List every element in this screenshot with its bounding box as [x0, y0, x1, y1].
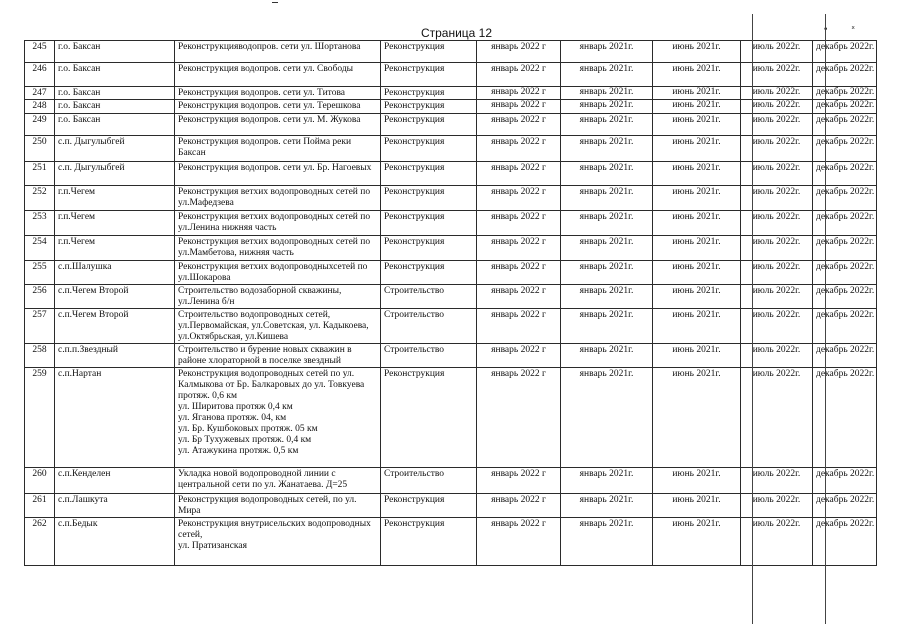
- work-line: Реконструкция водопров. сети ул. Бр. Нагоевых: [178, 163, 372, 173]
- row-number: 257: [25, 309, 55, 344]
- table-row: [25, 285, 877, 309]
- date-cell: январь 2021г.: [561, 261, 653, 285]
- date-cell: июнь 2021г.: [653, 368, 741, 468]
- work-description: [175, 100, 381, 114]
- work-description: [175, 261, 381, 285]
- work-line: Реконструкция ветхих водопроводных сетей по: [178, 237, 371, 247]
- settlement: г.о. Баксан: [55, 41, 175, 63]
- work-line: ул. Ширитова протяж 0,4 км: [178, 402, 293, 412]
- date-cell: декабрь 2022г.: [813, 211, 877, 236]
- page-number: Страница 12: [420, 26, 493, 40]
- date-cell: январь 2021г.: [561, 309, 653, 344]
- date-cell: январь 2021г.: [561, 87, 653, 100]
- date-cell: январь 2022 г: [477, 87, 561, 100]
- date-cell: июнь 2021г.: [653, 63, 741, 87]
- date-cell: декабрь 2022г.: [813, 136, 877, 162]
- row-number: 254: [25, 236, 55, 261]
- date-cell: январь 2022 г: [477, 211, 561, 236]
- work-line: центральной сети по ул. Жанатаева. Д=25: [178, 480, 348, 490]
- row-number: 261: [25, 494, 55, 518]
- work-type: Реконструкция: [381, 41, 477, 63]
- work-description: [175, 285, 381, 309]
- work-type: Строительство: [381, 344, 477, 368]
- fold-line: [752, 14, 753, 624]
- date-cell: январь 2022 г: [477, 261, 561, 285]
- work-type: Реконструкция: [381, 114, 477, 136]
- work-line: Реконструкцияводопров. сети ул. Шортанова: [178, 42, 361, 52]
- date-cell: январь 2021г.: [561, 368, 653, 468]
- table-row: [25, 468, 877, 494]
- date-cell: декабрь 2022г.: [813, 494, 877, 518]
- work-description: [175, 186, 381, 211]
- work-line: Реконструкция ветхих водопроводныхсетей по: [178, 262, 368, 272]
- work-line: Мира: [178, 506, 201, 516]
- table-row: [25, 309, 877, 344]
- settlement: с.п.Шалушка: [55, 261, 175, 285]
- work-line: Реконструкция водопроводных сетей по ул.: [178, 369, 355, 379]
- row-number: 250: [25, 136, 55, 162]
- work-type: Реконструкция: [381, 63, 477, 87]
- work-type: Реконструкция: [381, 236, 477, 261]
- date-cell: декабрь 2022г.: [813, 368, 877, 468]
- date-cell: июль 2022г.: [741, 494, 813, 518]
- work-line: Реконструкция водопров. сети Пойма реки: [178, 137, 352, 147]
- row-number: 246: [25, 63, 55, 87]
- work-line: ул.Ленина б/н: [178, 297, 235, 307]
- table-row: [25, 236, 877, 261]
- settlement: с.п. Дыгулыбгей: [55, 162, 175, 186]
- row-number: 259: [25, 368, 55, 468]
- row-number: 249: [25, 114, 55, 136]
- date-cell: июнь 2021г.: [653, 87, 741, 100]
- date-cell: январь 2021г.: [561, 63, 653, 87]
- date-cell: январь 2022 г: [477, 494, 561, 518]
- work-description: [175, 211, 381, 236]
- work-type: Реконструкция: [381, 494, 477, 518]
- settlement: г.о. Баксан: [55, 100, 175, 114]
- date-cell: июль 2022г.: [741, 468, 813, 494]
- date-cell: июль 2022г.: [741, 186, 813, 211]
- work-type: Реконструкция: [381, 162, 477, 186]
- settlement: с.п.Нартан: [55, 368, 175, 468]
- work-description: [175, 494, 381, 518]
- work-description: [175, 468, 381, 494]
- date-cell: декабрь 2022г.: [813, 236, 877, 261]
- settlement: с.п.Чегем Второй: [55, 285, 175, 309]
- table-row: [25, 41, 877, 63]
- settlement: с.п.Чегем Второй: [55, 309, 175, 344]
- table-row: [25, 136, 877, 162]
- date-cell: январь 2022 г: [477, 63, 561, 87]
- date-cell: июль 2022г.: [741, 211, 813, 236]
- table-row: [25, 63, 877, 87]
- work-line: ул.Шокарова: [178, 273, 231, 283]
- date-cell: июль 2022г.: [741, 87, 813, 100]
- date-cell: январь 2022 г: [477, 309, 561, 344]
- date-cell: январь 2022 г: [477, 518, 561, 566]
- work-line: ул.Мафедзева: [178, 198, 234, 208]
- date-cell: июнь 2021г.: [653, 309, 741, 344]
- settlement: г.о. Баксан: [55, 87, 175, 100]
- settlement: г.п.Чегем: [55, 211, 175, 236]
- settlement: г.о. Баксан: [55, 63, 175, 87]
- date-cell: июнь 2021г.: [653, 114, 741, 136]
- date-cell: июнь 2021г.: [653, 494, 741, 518]
- date-cell: июнь 2021г.: [653, 136, 741, 162]
- date-cell: январь 2022 г: [477, 344, 561, 368]
- work-line: Строительство водозаборной скважины,: [178, 286, 342, 296]
- date-cell: январь 2021г.: [561, 236, 653, 261]
- work-line: Реконструкция водопров. сети ул. Свободы: [178, 64, 354, 74]
- work-line: ул.Мамбетова, нижняя часть: [178, 248, 294, 258]
- work-line: Реконструкция внутрисельских водопроводных: [178, 519, 371, 529]
- date-cell: январь 2022 г: [477, 114, 561, 136]
- work-line: Реконструкция водопров. сети ул. Терешкова: [178, 101, 361, 111]
- work-line: ул. Пратизанская: [178, 541, 247, 551]
- date-cell: декабрь 2022г.: [813, 261, 877, 285]
- date-cell: январь 2022 г: [477, 186, 561, 211]
- work-type: Реконструкция: [381, 211, 477, 236]
- date-cell: декабрь 2022г.: [813, 114, 877, 136]
- table-row: [25, 87, 877, 100]
- row-number: 247: [25, 87, 55, 100]
- date-cell: январь 2022 г: [477, 41, 561, 63]
- work-line: Калмыкова от Бр. Балкаровых до ул. Товкуева: [178, 380, 365, 390]
- date-cell: январь 2021г.: [561, 41, 653, 63]
- date-cell: январь 2021г.: [561, 136, 653, 162]
- date-cell: июль 2022г.: [741, 114, 813, 136]
- settlement: с.п.Бедык: [55, 518, 175, 566]
- work-line: ул. Атажукина протяж. 0,5 км: [178, 446, 299, 456]
- date-cell: июнь 2021г.: [653, 162, 741, 186]
- table-row: [25, 344, 877, 368]
- date-cell: июнь 2021г.: [653, 344, 741, 368]
- date-cell: июль 2022г.: [741, 136, 813, 162]
- date-cell: январь 2021г.: [561, 285, 653, 309]
- work-type: Реконструкция: [381, 186, 477, 211]
- table-row: [25, 186, 877, 211]
- date-cell: январь 2022 г: [477, 236, 561, 261]
- work-description: [175, 309, 381, 344]
- date-cell: июнь 2021г.: [653, 285, 741, 309]
- date-cell: июль 2022г.: [741, 309, 813, 344]
- row-number: 245: [25, 41, 55, 63]
- work-type: Реконструкция: [381, 518, 477, 566]
- date-cell: июнь 2021г.: [653, 186, 741, 211]
- work-line: Реконструкция ветхих водопроводных сетей по: [178, 187, 371, 197]
- date-cell: июль 2022г.: [741, 236, 813, 261]
- date-cell: июнь 2021г.: [653, 236, 741, 261]
- row-number: 252: [25, 186, 55, 211]
- date-cell: январь 2021г.: [561, 186, 653, 211]
- date-cell: декабрь 2022г.: [813, 186, 877, 211]
- work-type: Строительство: [381, 309, 477, 344]
- table-row: [25, 261, 877, 285]
- work-description: [175, 368, 381, 468]
- row-number: 253: [25, 211, 55, 236]
- work-type: Реконструкция: [381, 368, 477, 468]
- work-line: протяж. 0,6 км: [178, 391, 238, 401]
- date-cell: январь 2022 г: [477, 100, 561, 114]
- work-line: районе хлораторной в поселке звездный: [178, 356, 341, 366]
- work-line: ул. Бр Тухужевых протяж. 0,4 км: [178, 435, 312, 445]
- table-row: [25, 494, 877, 518]
- date-cell: июнь 2021г.: [653, 261, 741, 285]
- date-cell: декабрь 2022г.: [813, 468, 877, 494]
- date-cell: декабрь 2022г.: [813, 344, 877, 368]
- settlement: с.п. Дыгулыбгей: [55, 136, 175, 162]
- work-description: [175, 236, 381, 261]
- date-cell: июль 2022г.: [741, 261, 813, 285]
- work-line: Укладка новой водопроводной линии с: [178, 469, 336, 479]
- settlement: с.п.Лашкута: [55, 494, 175, 518]
- work-line: ул. Бр. Кушбоковых протяж. 05 км: [178, 424, 318, 434]
- work-type: Реконструкция: [381, 261, 477, 285]
- date-cell: декабрь 2022г.: [813, 63, 877, 87]
- date-cell: январь 2021г.: [561, 162, 653, 186]
- date-cell: декабрь 2022г.: [813, 309, 877, 344]
- work-line: сетей,: [178, 530, 203, 540]
- work-type: Реконструкция: [381, 87, 477, 100]
- work-type: Строительство: [381, 468, 477, 494]
- row-number: 251: [25, 162, 55, 186]
- date-cell: декабрь 2022г.: [813, 41, 877, 63]
- date-cell: январь 2021г.: [561, 344, 653, 368]
- work-line: Баксан: [178, 148, 206, 158]
- work-description: [175, 136, 381, 162]
- work-type: Реконструкция: [381, 100, 477, 114]
- date-cell: июль 2022г.: [741, 162, 813, 186]
- date-cell: июль 2022г.: [741, 41, 813, 63]
- work-description: [175, 162, 381, 186]
- settlement: с.п.Кенделен: [55, 468, 175, 494]
- date-cell: январь 2022 г: [477, 162, 561, 186]
- table-row: [25, 100, 877, 114]
- fold-line: [825, 14, 826, 624]
- work-line: Строительство водопроводных сетей,: [178, 310, 331, 320]
- date-cell: июнь 2021г.: [653, 211, 741, 236]
- row-number: 258: [25, 344, 55, 368]
- settlement: г.п.Чегем: [55, 236, 175, 261]
- settlement: с.п.п.Звездный: [55, 344, 175, 368]
- date-cell: декабрь 2022г.: [813, 100, 877, 114]
- table-row: [25, 211, 877, 236]
- date-cell: январь 2021г.: [561, 494, 653, 518]
- work-line: Реконструкция водопров. сети ул. Титова: [178, 88, 346, 98]
- table-row: [25, 368, 877, 468]
- date-cell: январь 2022 г: [477, 368, 561, 468]
- work-description: [175, 518, 381, 566]
- row-number: 256: [25, 285, 55, 309]
- date-cell: июнь 2021г.: [653, 468, 741, 494]
- date-cell: июль 2022г.: [741, 100, 813, 114]
- scan-mark: [272, 2, 278, 3]
- work-line: ул.Октябрьская, ул.Кишева: [178, 332, 289, 342]
- work-line: Реконструкция водопров. сети ул. М. Жукова: [178, 115, 361, 125]
- work-line: ул.Ленина нижняя часть: [178, 223, 277, 233]
- date-cell: июль 2022г.: [741, 518, 813, 566]
- date-cell: июнь 2021г.: [653, 100, 741, 114]
- row-number: 262: [25, 518, 55, 566]
- work-line: Реконструкция ветхих водопроводных сетей по: [178, 212, 371, 222]
- work-line: ул. Яганова протяж. 04, км: [178, 413, 287, 423]
- row-number: 260: [25, 468, 55, 494]
- table-row: [25, 162, 877, 186]
- settlement: г.п.Чегем: [55, 186, 175, 211]
- row-number: 255: [25, 261, 55, 285]
- date-cell: январь 2021г.: [561, 100, 653, 114]
- date-cell: июль 2022г.: [741, 63, 813, 87]
- date-cell: январь 2021г.: [561, 518, 653, 566]
- work-type: Реконструкция: [381, 136, 477, 162]
- work-line: Реконструкция водопроводных сетей, по ул.: [178, 495, 357, 505]
- settlement: г.о. Баксан: [55, 114, 175, 136]
- work-line: Строительство и бурение новых скважин в: [178, 345, 352, 355]
- work-description: [175, 41, 381, 63]
- work-line: ул.Первомайская, ул.Советская, ул. Кадыкоева,: [178, 321, 369, 331]
- date-cell: июль 2022г.: [741, 344, 813, 368]
- scan-marks-right: • ˣ: [823, 25, 866, 35]
- work-description: [175, 87, 381, 100]
- date-cell: декабрь 2022г.: [813, 518, 877, 566]
- date-cell: январь 2021г.: [561, 468, 653, 494]
- page-header: [0, 26, 905, 40]
- date-cell: декабрь 2022г.: [813, 87, 877, 100]
- table-row: [25, 114, 877, 136]
- date-cell: июль 2022г.: [741, 285, 813, 309]
- table-body: [25, 41, 877, 566]
- work-type: Строительство: [381, 285, 477, 309]
- date-cell: январь 2022 г: [477, 468, 561, 494]
- work-description: [175, 344, 381, 368]
- date-cell: июнь 2021г.: [653, 41, 741, 63]
- work-description: [175, 63, 381, 87]
- date-cell: июнь 2021г.: [653, 518, 741, 566]
- work-description: [175, 114, 381, 136]
- date-cell: январь 2022 г: [477, 136, 561, 162]
- date-cell: январь 2021г.: [561, 211, 653, 236]
- date-cell: июль 2022г.: [741, 368, 813, 468]
- date-cell: январь 2022 г: [477, 285, 561, 309]
- works-table: [24, 40, 877, 566]
- date-cell: декабрь 2022г.: [813, 285, 877, 309]
- row-number: 248: [25, 100, 55, 114]
- table-row: [25, 518, 877, 566]
- date-cell: декабрь 2022г.: [813, 162, 877, 186]
- date-cell: январь 2021г.: [561, 114, 653, 136]
